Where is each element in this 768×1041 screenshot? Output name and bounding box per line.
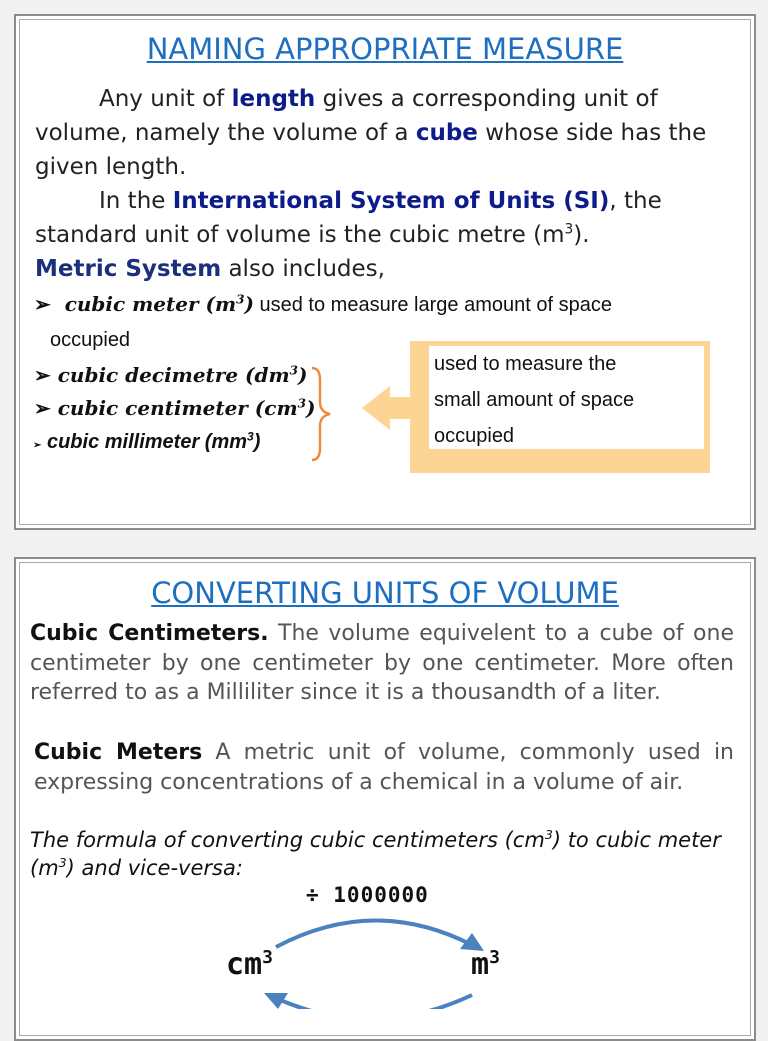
superscript: 3 (262, 947, 273, 968)
text: ) and vice-versa: (66, 856, 243, 880)
definition: The volume equivelent to a cube of one centimeter by one centimeter by one centimeter. More often referred to as a Milliliter since it is a thousandth of a liter. (30, 621, 734, 705)
arrow-bullet-icon: ➢ (34, 396, 51, 420)
text: , the standard unit of volume is the cubic metre (m (35, 188, 662, 248)
paragraph-cubic-centimeters (30, 619, 734, 708)
text: In the (99, 188, 173, 214)
text: ) to cubic meter (m (30, 828, 721, 880)
bullet-cubic-centimeter (34, 396, 315, 420)
unit-cm3 (226, 947, 273, 982)
unit-text: m (471, 947, 490, 982)
text: ) (305, 396, 316, 420)
unit-text: cm (226, 947, 263, 982)
superscript: 3 (58, 855, 67, 870)
superscript: 3 (564, 221, 574, 238)
superscript: 3 (247, 429, 254, 444)
callout-line: small amount of space (434, 389, 635, 411)
formula-intro (30, 826, 734, 882)
text: Any unit of (99, 86, 232, 112)
bullet-desc: used to measure large amount of space (253, 294, 612, 316)
paragraph-cubic-meters (34, 738, 734, 797)
bullet-cubic-millimeter (33, 431, 260, 454)
keyword-length: length (231, 86, 316, 112)
bullet-term: cubic decimetre (dm (57, 363, 290, 387)
paragraph-length (35, 82, 737, 184)
superscript: 3 (236, 292, 245, 307)
bullet-term: cubic millimeter (mm (46, 431, 248, 453)
text: also includes, (221, 256, 385, 282)
superscript: 3 (489, 947, 500, 968)
bullet-cubic-meter-cont (50, 327, 130, 352)
text: ) (244, 292, 254, 316)
keyword-cube: cube (415, 120, 478, 146)
bullet-cubic-decimetre (34, 363, 307, 387)
callout-text (429, 346, 704, 449)
bullet-term: cubic meter (m (64, 292, 237, 316)
unit-m3 (471, 947, 500, 982)
bullet-term: cubic centimeter (cm (57, 396, 298, 420)
bullet-cubic-meter (34, 292, 612, 317)
definition: A metric unit of volume, commonly used in expressing concentrations of a chemical in a volume of air. (34, 740, 735, 795)
superscript: 3 (544, 827, 553, 842)
superscript: 3 (297, 396, 306, 411)
text: whose side has the given length. (35, 120, 707, 180)
callout-line: occupied (434, 425, 515, 447)
paragraph-metric (35, 252, 737, 286)
superscript: 3 (289, 363, 298, 378)
arrow-bullet-icon: ➢ (34, 292, 51, 316)
paragraph-si (35, 184, 737, 252)
bullet-desc: occupied (50, 329, 131, 351)
arrow-bullet-icon: ➢ (34, 363, 51, 387)
brace-icon (310, 366, 336, 462)
callout-box (410, 341, 710, 473)
slide-converting-units (14, 557, 756, 1041)
slide-title: CONVERTING UNITS OF VOLUME (151, 576, 619, 610)
text: The formula of converting cubic centimeters (cm (30, 828, 545, 852)
term-cubic-meters: Cubic Meters (34, 740, 203, 765)
term-cubic-centimeters: Cubic Centimeters. (30, 621, 269, 646)
text: ). (573, 222, 590, 248)
text: ) (253, 431, 261, 453)
keyword-metric-system: Metric System (35, 256, 222, 282)
slide-title: NAMING APPROPRIATE MEASURE (146, 32, 624, 66)
keyword-si: International System of Units (SI) (172, 188, 610, 214)
slide-naming-measure (14, 14, 756, 530)
callout-line: used to measure the (434, 353, 617, 375)
divide-label: ÷ 1000000 (306, 883, 429, 907)
text: gives a corresponding unit of volume, namely the volume of a (35, 86, 658, 146)
arrow-bullet-icon: ➢ (33, 440, 42, 451)
left-arrow-icon (360, 384, 414, 432)
text: ) (297, 363, 308, 387)
conversion-arrows-icon (256, 909, 496, 1009)
